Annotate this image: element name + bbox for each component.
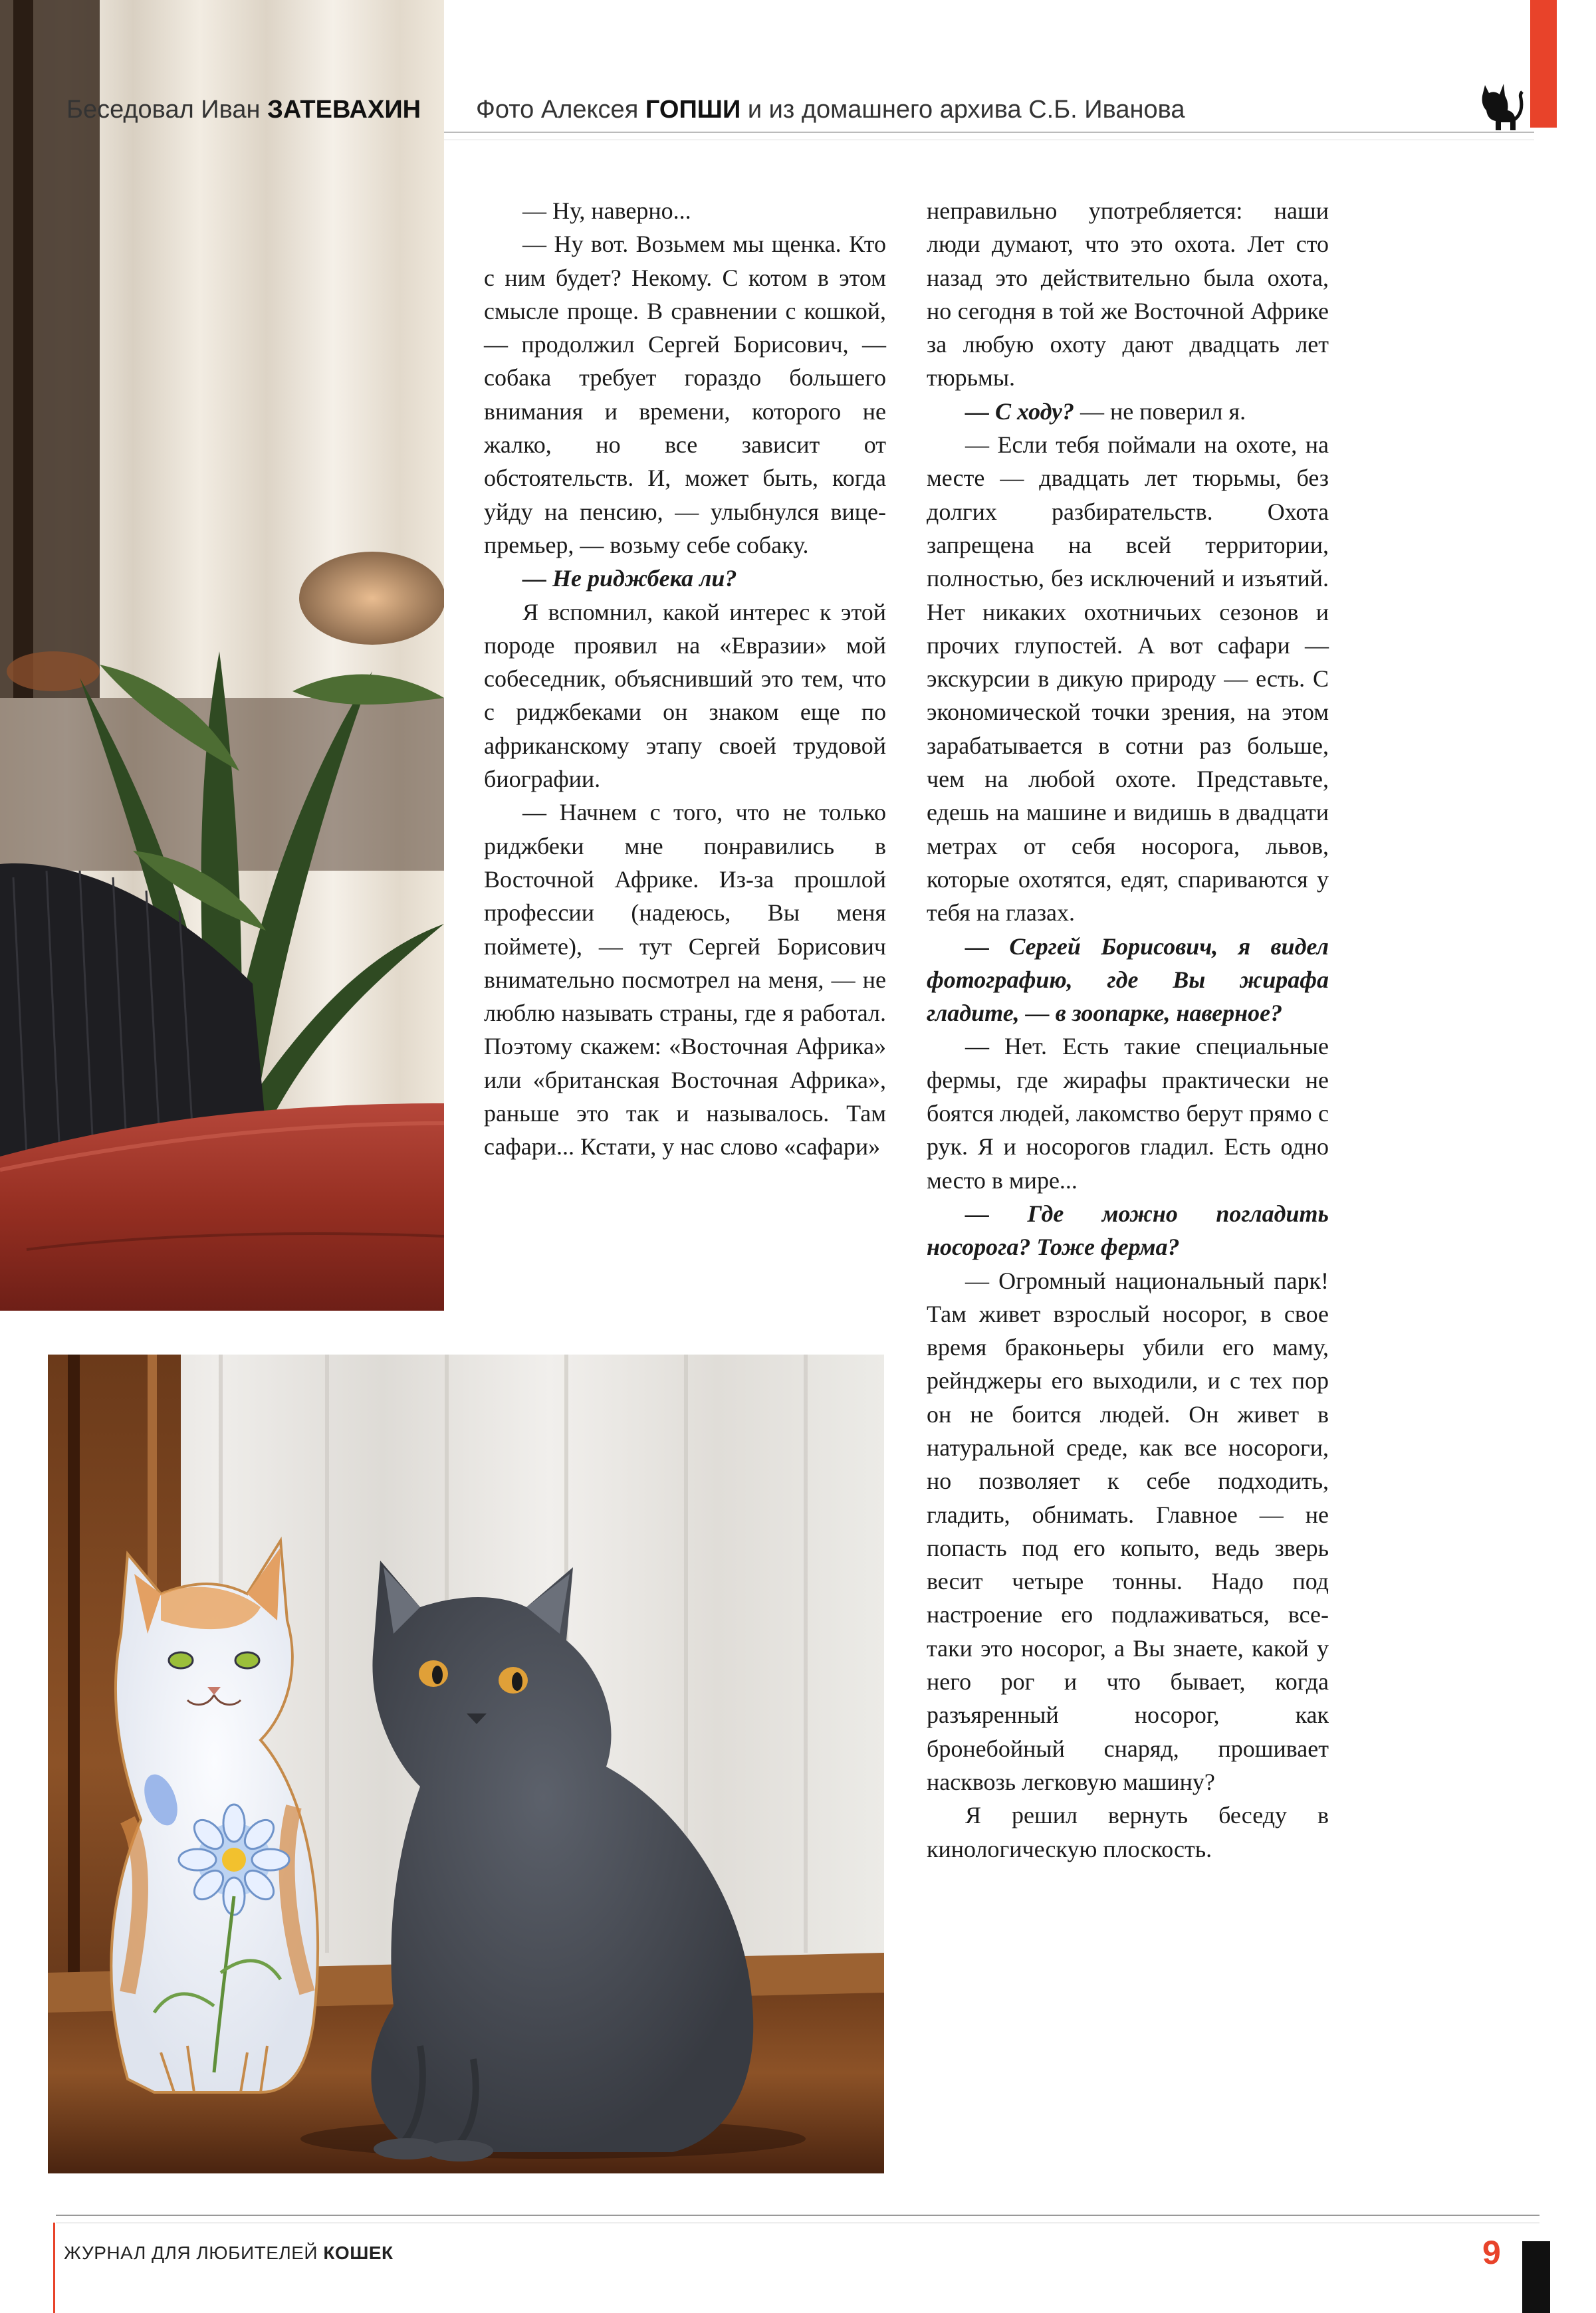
cat-silhouette-icon — [1474, 76, 1528, 132]
article-credits — [66, 96, 1536, 129]
article-column-2 — [927, 194, 1329, 1866]
magazine-title: ЖУРНАЛ ДЛЯ ЛЮБИТЕЛЕЙ КОШЕК — [64, 2243, 394, 2263]
interviewer-question: — С ходу? — [965, 397, 1075, 425]
interviewer-credit: Беседовал Иван ЗАТЕВАХИН — [66, 96, 421, 124]
footer-divider — [56, 2215, 1539, 2216]
photo-interior-plant-sofa — [0, 0, 444, 1311]
interviewer-question: — Где можно погладить носорога? Тоже ферма? — [927, 1200, 1329, 1261]
paragraph: — Если тебя поймали на охоте, на месте — двадцать лет тюрьмы, без долгих разбирательств. Охота запрещена на всей территории, полностью, без исключений и изъятий. Нет никаких охотничьих сезонов и прочих глупостей. А вот сафари — экскурсии в дикую природу — есть. С экономической точки зрения, на этом зарабатывается в сотни раз больше, чем на любой охоте. Представьте, едешь на машине и видишь в двадцати метрах от себя носорога, львов, которые охотятся, едят, спариваются у тебя на глазах. — [927, 431, 1329, 927]
paragraph: — С ходу? — не поверил я. — [965, 397, 1246, 425]
bottom-accent-bar — [1522, 2241, 1550, 2313]
paragraph: — Ну вот. Возьмем мы щенка. Кто с ним будет? Некому. С котом в этом смысле проще. В сравнении с кошкой, — продолжил Сергей Борисович, — собака требует гораздо большего внимания и времени, которого не жалко, но все зависит от обстоятельств. И, может быть, когда уйду на пенсию, — улыбнулся вице-премьер, — возьму себе собаку. — [484, 231, 886, 558]
photo-cats — [48, 1355, 884, 2173]
paragraph: — Огромный национальный парк! Там живет взрослый носорог, в свое время браконьеры убили его маму, рейнджеры его выходили, и с тех пор он не боится людей. Он живет в натуральной среде, как все носороги, но позволяет к себе подходить, гладить, обнимать. Главное — не попасть под его копыто, ведь зверь весит четыре тонны. Надо под настроение его подлаживаться, все-таки это носорог, а Вы знаете, какой у него рог и что бывает, когда разъяренный носорог, как бронебойный снаряд, прошивает насквозь легковую машину? — [927, 1267, 1329, 1795]
photo-credit: Фото Алексея ГОПШИ и из домашнего архива С.Б. Иванова — [476, 96, 1185, 124]
footer-accent-line — [53, 2223, 55, 2313]
paragraph: — Нет. Есть такие специальные фермы, где жирафы практически не боятся людей, лакомство берут прямо с рук. Я и носорогов гладил. Есть одно место в мире... — [927, 1033, 1329, 1194]
article-column-1 — [484, 194, 886, 1164]
header-divider — [444, 132, 1534, 133]
paragraph: Я вспомнил, какой интерес к этой породе проявил на «Евразии» мой собеседник, объяснивший это тем, что с риджбеками он знаком еще по африканскому этапу своей трудовой биографии. — [484, 598, 886, 793]
paragraph: неправильно употребляется: наши люди думают, что это охота. Лет сто назад это действительно была охота, но сегодня в той же Восточной Африке за любую охоту дают двадцать лет тюрьмы. — [927, 197, 1329, 391]
paragraph: — Ну, наверно... — [522, 197, 691, 224]
page-number: 9 — [1482, 2234, 1501, 2271]
paragraph: — Начнем с того, что не только риджбеки мне понравились в Восточной Африке. Из-за прошлой профессии (надеюсь, Вы меня поймете), — тут Сергей Борисович внимательно посмотрел на меня, — не люблю называть страны, где я работал. Поэтому скажем: «Восточная Африка» или «британская Восточная Африка», раньше это так и называлось. Там сафари... Кстати, у нас слово «сафари» — [484, 799, 886, 1160]
porcelain-cat-figure — [111, 1541, 318, 2092]
interviewer-question: — Не риджбека ли? — [522, 565, 737, 592]
interviewer-question: — Сергей Борисович, я видел фотографию, где Вы жирафа гладите, — в зоопарке, наверное? — [927, 933, 1329, 1027]
paragraph: Я решил вернуть беседу в кинологическую плоскость. — [927, 1802, 1329, 1862]
